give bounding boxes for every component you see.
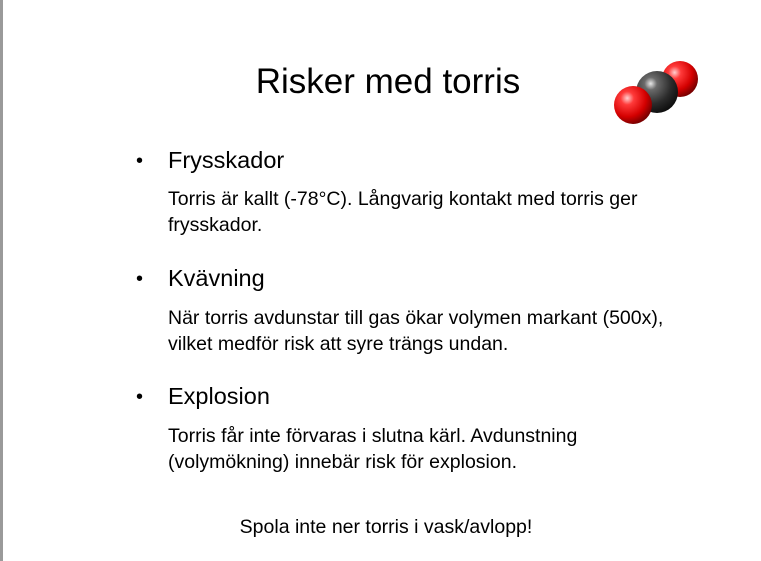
section-text-explosion: Torris får inte förvaras i slutna kärl. Avdunstning (volymökning) innebär risk för explosion. (168, 425, 578, 473)
bullet-marker: • (136, 386, 144, 408)
section-heading-frysskador: Frysskador (168, 147, 285, 173)
co2-molecule-icon (608, 57, 704, 127)
section-heading-kvavning: Kvävning (168, 265, 265, 291)
section-text-frysskador: Torris är kallt (-78°C). Långvarig kontakt med torris ger frysskador. (168, 188, 638, 236)
bullet-marker: • (136, 150, 144, 172)
section-heading-explosion: Explosion (168, 383, 270, 409)
oxygen-atom-left (614, 86, 652, 124)
footer-warning-note: Spola inte ner torris i vask/avlopp! (239, 516, 533, 538)
section-text-kvavning: När torris avdunstar till gas ökar volymen markant (500x), vilket medför risk att syre trängs undan. (168, 307, 664, 355)
slide-title: Risker med torris (255, 62, 521, 101)
bullet-marker: • (136, 268, 144, 290)
